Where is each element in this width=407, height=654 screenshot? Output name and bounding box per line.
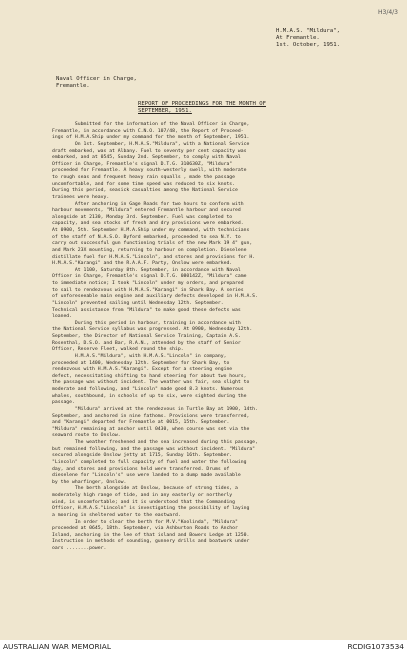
body-line: "Mildura" arrived at the rendezvous in Turtle Bay at 1900, 14th. (52, 406, 258, 412)
body-line: moderately high range of tide, and in any easterly or northerly (52, 493, 233, 498)
body-line: proceeded at 1400, Wednesday 12th. September for Shark Bay, to (52, 360, 230, 366)
body-line: H.M.A.S."Mildura", with H.M.A.S."Lincoln" in company, (52, 353, 227, 359)
body-line: Fremantle, in accordance with C.N.O. 107/48, the Report of Proceed- (52, 128, 244, 134)
body-line: September, the Director of National Service Training, Captain A.S. (52, 334, 241, 339)
body-line: Officer, Reserve Fleet, walked round the ship. (52, 347, 184, 353)
body-line: loaned. (52, 314, 73, 320)
body-line: oars ........power. (52, 546, 107, 551)
body-line: and Mark 23X mounting, returning to harbour on completion. Dieselene (52, 247, 247, 253)
body-line: wind, is uncomfortable; and it is understood that the Commanding (52, 499, 236, 505)
body-line: the passage was without incident. The weather was fair, sea slight to (52, 380, 250, 386)
body-line: Rosenthal, D.S.O. and Bar, R.A.N., attended by the staff of Senior (52, 340, 241, 346)
sender-ship: H.M.A.S. "Mildura", (276, 28, 340, 34)
body-line: Officer, H.M.A.S."Lincoln" is investigating the possibility of laying (52, 506, 250, 512)
body-line: H.M.A.S."Karangi" and the R.A.A.F. Party, Onslow were embarked. (52, 261, 233, 267)
body-line: The weather freshened and the sea increased during this passage, (52, 440, 258, 445)
body-line: Officer in Charge, Fremantle's signal D.T.G. 080142Z, "Mildura" came (52, 274, 247, 280)
body-line: embarked, and at 0545, Sunday 2nd. September, to comply with Naval (52, 155, 241, 161)
report-title-line-1: REPORT OF PROCEEDINGS FOR THE MONTH OF (138, 101, 266, 107)
body-line: Submitted for the information of the Naval Officer in Charge, (52, 122, 250, 127)
body-line: proceeded for Fremantle. A heavy south-westerly swell, with moderate (52, 168, 247, 174)
body-line: In order to clear the berth for M.V."Koolinda", "Mildura" (52, 519, 238, 525)
reference-mark: H3/4/3 (377, 9, 398, 16)
body-line: alongside at 2130, Monday 3rd. September. Fuel was completed to (52, 214, 233, 220)
body-line: the National Service syllabus was progressed. At 0900, Wednesday 12th. (52, 327, 253, 333)
body-line: dieselene for "Lincoln's" use were landed to a dump made available (52, 473, 241, 479)
body-line: At 1100, Saturday 8th. September, in accordance with Naval (52, 267, 241, 273)
body-line: On 1st. September, H.M.A.S."Mildura", with a National Service (52, 141, 250, 147)
body-line: harbour movements, "Mildura" entered Fremantle harbour and secured (52, 208, 241, 214)
report-title-line-2: SEPTEMBER, 1951. (138, 108, 192, 115)
body-line: whales, southbound, in schools of up to six, were sighted during the (52, 393, 247, 399)
body-line: September, and anchored in nine fathoms. Provisions were transferred, (52, 413, 250, 419)
body-line: seaward route to Onslow. (52, 433, 121, 439)
body-line: After anchoring in Gage Roads for two hours to conform with (52, 201, 244, 207)
body-line: At 0900, 5th. September H.M.A.Ship under my command, with technicians (52, 228, 250, 233)
body-line: rendezvous with H.M.A.S."Karangi". Except for a steering engine (52, 367, 233, 373)
body-line: of unforeseeable main engine and auxiliary defects developed in H.M.A.S. (52, 294, 258, 300)
body-line: draft embarked, was at Albany. Fuel to seventy per cent capacity was (52, 148, 247, 154)
report-title (138, 101, 266, 115)
letter-date: 1st. October, 1951. (276, 42, 340, 49)
body-line: Officer in Charge, Fremantle's signal D.T.G. 310630Z, "Mildura" (52, 161, 233, 167)
body-line: to rough seas and frequent heavy rain squalls , made the passage (52, 175, 236, 180)
body-line: capacity, and sea stocks of fresh and dry provisions were embarked. (52, 221, 244, 227)
body-line: Technical assistance from "Mildura" to make good these defects was (52, 307, 241, 313)
body-line: ings of H.M.A.Ship under my command for the month of September, 1951. (52, 135, 250, 141)
addressee-line-2: Fremantle. (56, 83, 90, 90)
archive-name: AUSTRALIAN WAR MEMORIAL (3, 642, 111, 651)
body-line: but remained following, and the passage was without incident. "Mildura" (52, 446, 256, 452)
body-line: defect, necessitating shifting to hand steering for about two hours, (52, 373, 247, 379)
body-line: secured alongside Onslow jetty at 1715, Sunday 16th. September. (52, 453, 233, 459)
archive-record-id: RCDIG1073534 (347, 642, 404, 651)
body-line: a mooring in sheltered water to the eastward. (52, 512, 181, 518)
body-line: "Mildura" remaining at anchor until 0430, when course was set via the (52, 426, 250, 432)
body-line: During this period, seasick casualties among the National Service (52, 188, 238, 194)
body-line: passage. (52, 400, 75, 406)
body-line: carry out successful gun functioning trials of the new Mark 19 4" gun, (52, 241, 253, 247)
body-line: "Lincoln" prevented sailing until Wednesday 12th. September. (52, 300, 224, 306)
body-line: proceeded at 0645, 18th. September, via Ashburton Roads to Anchor (52, 526, 238, 532)
body-line: by the wharfinger, Onslow. (52, 479, 127, 485)
body-line: moderate and following, and "Lincoln" made good 8.3 knots. Numerous (52, 387, 244, 392)
archive-footer (0, 640, 407, 654)
body-line: Instruction in methods of sounding, gunnery drills and boatwork under (52, 539, 250, 545)
body-line: The berth alongside at Onslow, because of strong tides, a (52, 486, 238, 492)
body-line: distillate fuel for H.M.A.S."Lincoln", and stores and provisions for H. (52, 254, 256, 260)
body-line: During this period in harbour, training in accordance with (52, 320, 241, 326)
body-line: to sail to rendezvous with H.M.A.S."Karangi" in Shark Bay. A series (52, 287, 244, 293)
addressee-block (56, 76, 137, 90)
body-line: uncomfortable, and for some time speed was reduced to six knots. (52, 181, 236, 187)
body-line: of the staff of N.A.S.O. Byford embarked, proceeded to sea N.Y. to (52, 234, 241, 240)
sender-block (276, 28, 340, 50)
body-line: to immediate notice; I took "Lincoln" under my orders, and prepared (52, 281, 244, 286)
addressee-line-1: Naval Officer in Charge, (56, 76, 137, 82)
sender-location: At Fremantle. (276, 35, 320, 42)
body-line: and "Karangi" departed for Fremantle at 0015, 15th. September. (52, 420, 230, 426)
body-line: Island, anchoring in the lee of that island and Bowers Ledge at 1250. (52, 532, 250, 538)
body-line: "Lincoln" completed to full capacity of fuel and water the following (52, 459, 247, 465)
body-line: trainees were heavy. (52, 194, 110, 200)
body-line: day, and stores and provisions held were transferred. Drums of (52, 466, 230, 472)
report-body (52, 122, 370, 553)
